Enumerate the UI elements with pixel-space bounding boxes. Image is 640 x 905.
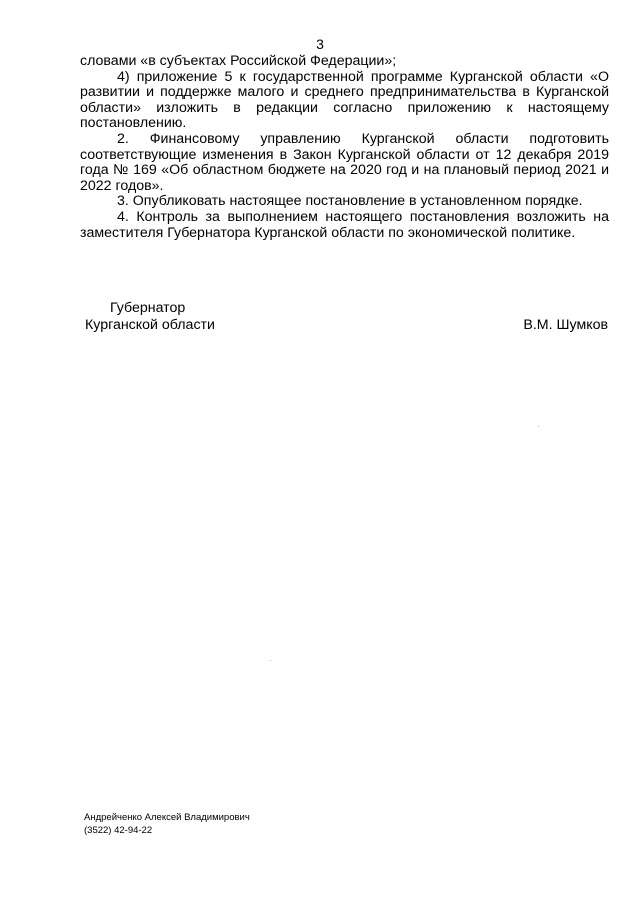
paragraph-item-4: 4) приложение 5 к государственной программе Курганской области «О развитии и поддержке малого и среднего предпринимательства в Курганской области» изложить в редакции согласно приложению к настоящему постановлению. bbox=[80, 68, 609, 132]
executor-phone: (3522) 42-94-22 bbox=[84, 825, 153, 836]
paragraph-2: 2. Финансовому управлению Курганской области подготовить соответствующие изменения в Закон Курганской области от 12 декабря 2019 года № 169 «Об областном бюджете на 2020 год и на плановый период 2021 и 2022 годов». bbox=[80, 130, 609, 194]
signatory-title-line1: Губернатор bbox=[110, 300, 186, 316]
scan-speck bbox=[538, 426, 539, 427]
executor-name: Андрейченко Алексей Владимирович bbox=[84, 812, 250, 823]
signatory-name: В.М. Шумков bbox=[523, 317, 608, 333]
signatory-title-line2: Курганской области bbox=[85, 317, 215, 333]
paragraph-4: 4. Контроль за выполнением настоящего постановления возложить на заместителя Губернатора Курганской области по экономической политике. bbox=[80, 208, 609, 241]
paragraph-3: 3. Опубликовать настоящее постановление в установленном порядке. bbox=[117, 193, 583, 210]
scan-speck bbox=[270, 660, 271, 661]
paragraph-continuation: словами «в субъектах Российской Федерации»; bbox=[80, 53, 397, 69]
document-body bbox=[80, 54, 609, 241]
page-number: 3 bbox=[316, 36, 324, 52]
